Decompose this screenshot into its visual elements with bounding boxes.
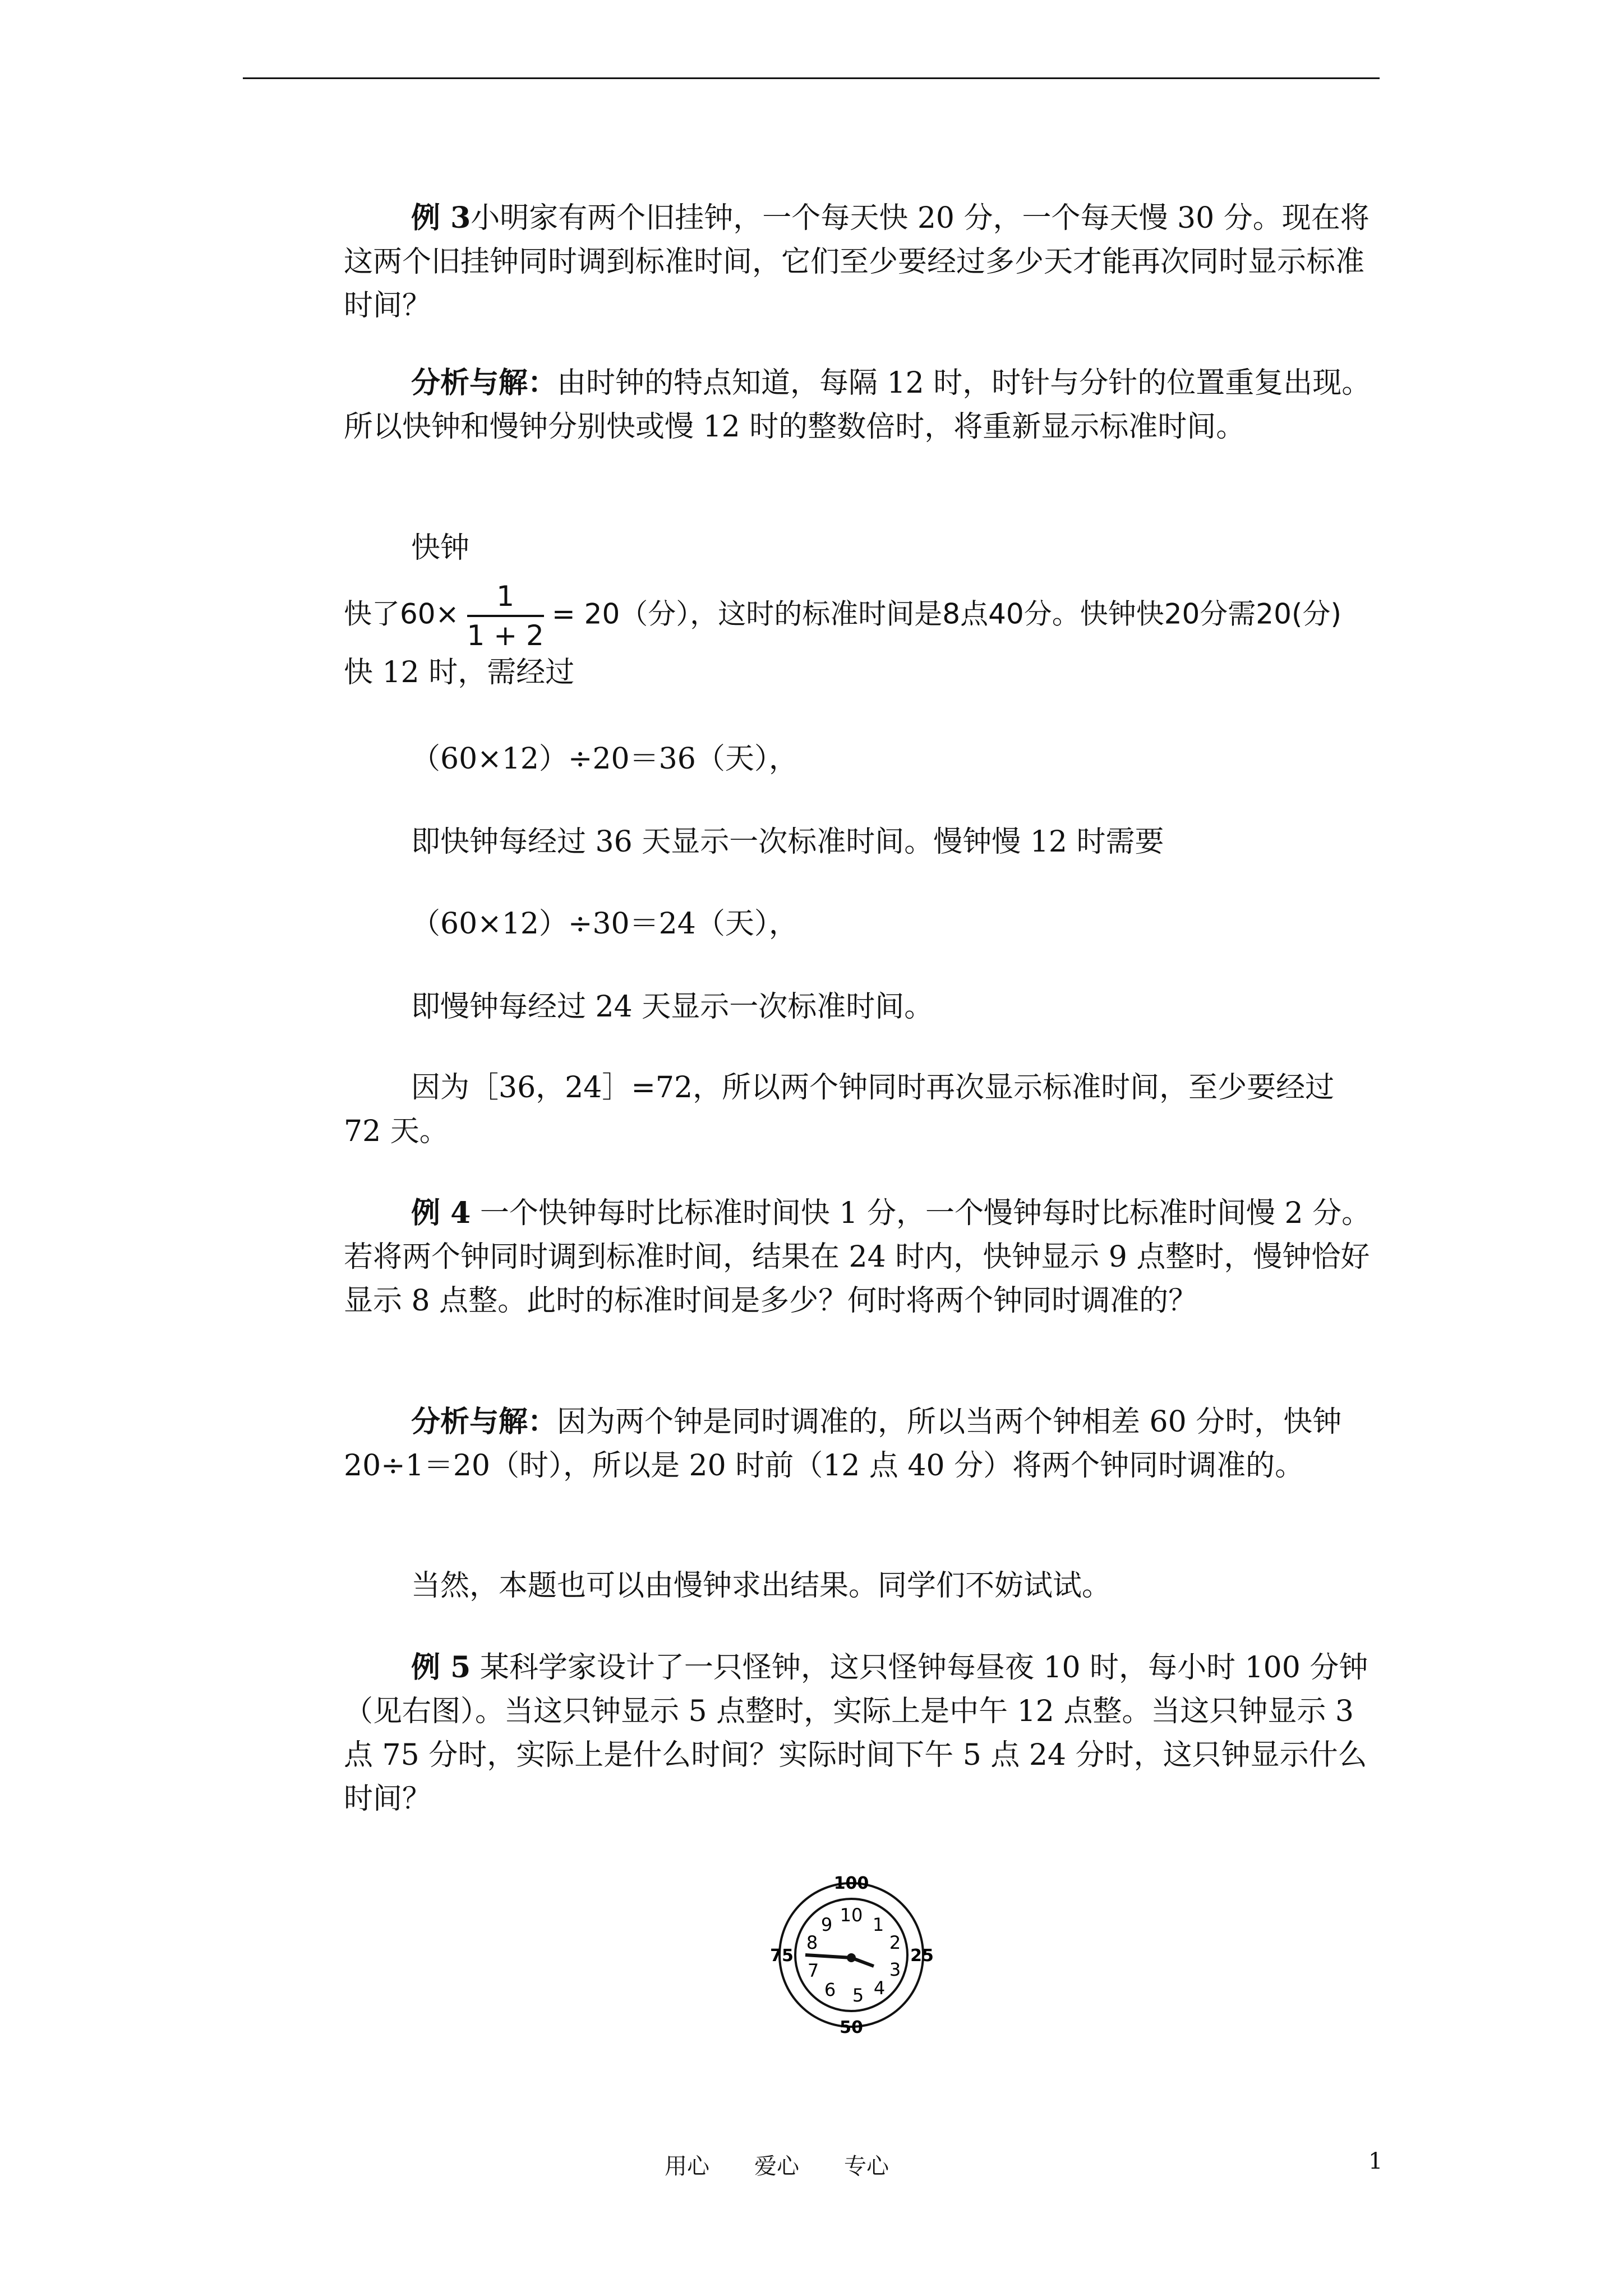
sentence-slow: 即慢钟每经过 24 天显示一次标准时间。 (411, 990, 934, 1024)
header-rule (243, 77, 1380, 79)
example4-paragraph (344, 1191, 1376, 1323)
fraction-numerator: 1 (467, 578, 544, 617)
example3-paragraph (344, 196, 1376, 328)
clock-inner-label-6: 6 (824, 1979, 836, 2000)
fast-clock-label: 快钟 (411, 531, 470, 565)
strange-clock-figure (770, 1874, 934, 2037)
clock-inner-label-4: 4 (873, 1977, 886, 1999)
clock-inner-label-8: 8 (806, 1932, 818, 1953)
clock-inner-label-2: 2 (889, 1932, 901, 1953)
sentence-fast: 即快钟每经过 36 天显示一次标准时间。慢钟慢 12 时需要 (411, 825, 1164, 859)
analysis3-text: 由时钟的特点知道，每隔 12 时，时针与分针的位置重复出现。所以快钟和慢钟分别快或慢 12 时的整数倍时，将重新显示标准时间。 (344, 366, 1371, 444)
example4-label: 例 4 (411, 1196, 471, 1230)
formula-suffix: = 20（分），这时的标准时间是8点40分。快钟快20分需20(分) (551, 597, 1341, 631)
clock-outer-label-25: 25 (910, 1946, 934, 1966)
example4-text: 一个快钟每时比标准时间快 1 分，一个慢钟每时比标准时间慢 2 分。若将两个钟同时调到标准时间，结果在 24 时内，快钟显示 9 点整时，慢钟恰好显示 8 点整。此时的标准时间是多少？何时将两个钟同时调准的？ (344, 1197, 1371, 1318)
page-number: 1 (1368, 2148, 1383, 2174)
clock-inner-label-3: 3 (889, 1959, 901, 1980)
conclusion3: 因为［36，24］=72，所以两个钟同时再次显示标准时间，至少要经过 72 天。 (344, 1071, 1335, 1148)
calc-fast: （60×12）÷20＝36（天）， (411, 742, 798, 776)
clock-outer-label-100: 100 (833, 1874, 869, 1893)
formula-fraction (467, 578, 544, 654)
formula-prefix: 快了60× (344, 597, 459, 631)
example5-text: 某科学家设计了一只怪钟，这只怪钟每昼夜 10 时，每小时 100 分钟（见右图）。当这只钟显示 5 点整时，实际上是中午 12 点整。当这只钟显示 3 点 75 分时，实际上是什么时间？实际时间下午 5 点 24 分时，这只钟显示什么时间？ (344, 1651, 1368, 1816)
clock-center-pin (847, 1953, 856, 1962)
clock-outer-label-75: 75 (770, 1946, 794, 1966)
clock-inner-label-1: 1 (872, 1914, 884, 1935)
calc-slow: （60×12）÷30＝24（天）， (411, 907, 798, 941)
clock-minute-hand (805, 1955, 851, 1958)
analysis3-paragraph (344, 361, 1376, 449)
formula-line (344, 578, 1341, 654)
footer-motto: 用心 爱心 专心 (665, 2154, 889, 2179)
clock-inner-label-9: 9 (820, 1914, 833, 1935)
clock-inner-label-7: 7 (807, 1960, 819, 1981)
example3-text: 小明家有两个旧挂钟，一个每天快 20 分，一个每天慢 30 分。现在将这两个旧挂钟同时调到标准时间，它们至少要经过多少天才能再次同时显示标准时间？ (344, 201, 1370, 323)
analysis3-label: 分析与解： (411, 366, 557, 400)
example5-label: 例 5 (411, 1650, 471, 1685)
analysis4-label: 分析与解： (411, 1405, 557, 1439)
clock-inner-label-10: 10 (840, 1904, 863, 1926)
fraction-denominator: 1 + 2 (467, 619, 544, 652)
example3-label: 例 3 (411, 201, 471, 235)
analysis4-text: 因为两个钟是同时调准的，所以当两个钟相差 60 分时，快钟 20÷1＝20（时），所以是 20 时前（12 点 40 分）将两个钟同时调准的。 (344, 1405, 1342, 1483)
clock-inner-label-5: 5 (852, 1985, 864, 2006)
note4: 当然，本题也可以由慢钟求出结果。同学们不妨试试。 (411, 1569, 1112, 1603)
example5-paragraph (344, 1646, 1376, 1821)
analysis4-paragraph (344, 1400, 1376, 1488)
clock-outer-label-50: 50 (840, 2018, 863, 2037)
fast-12-line: 快 12 时，需经过 (344, 656, 575, 689)
